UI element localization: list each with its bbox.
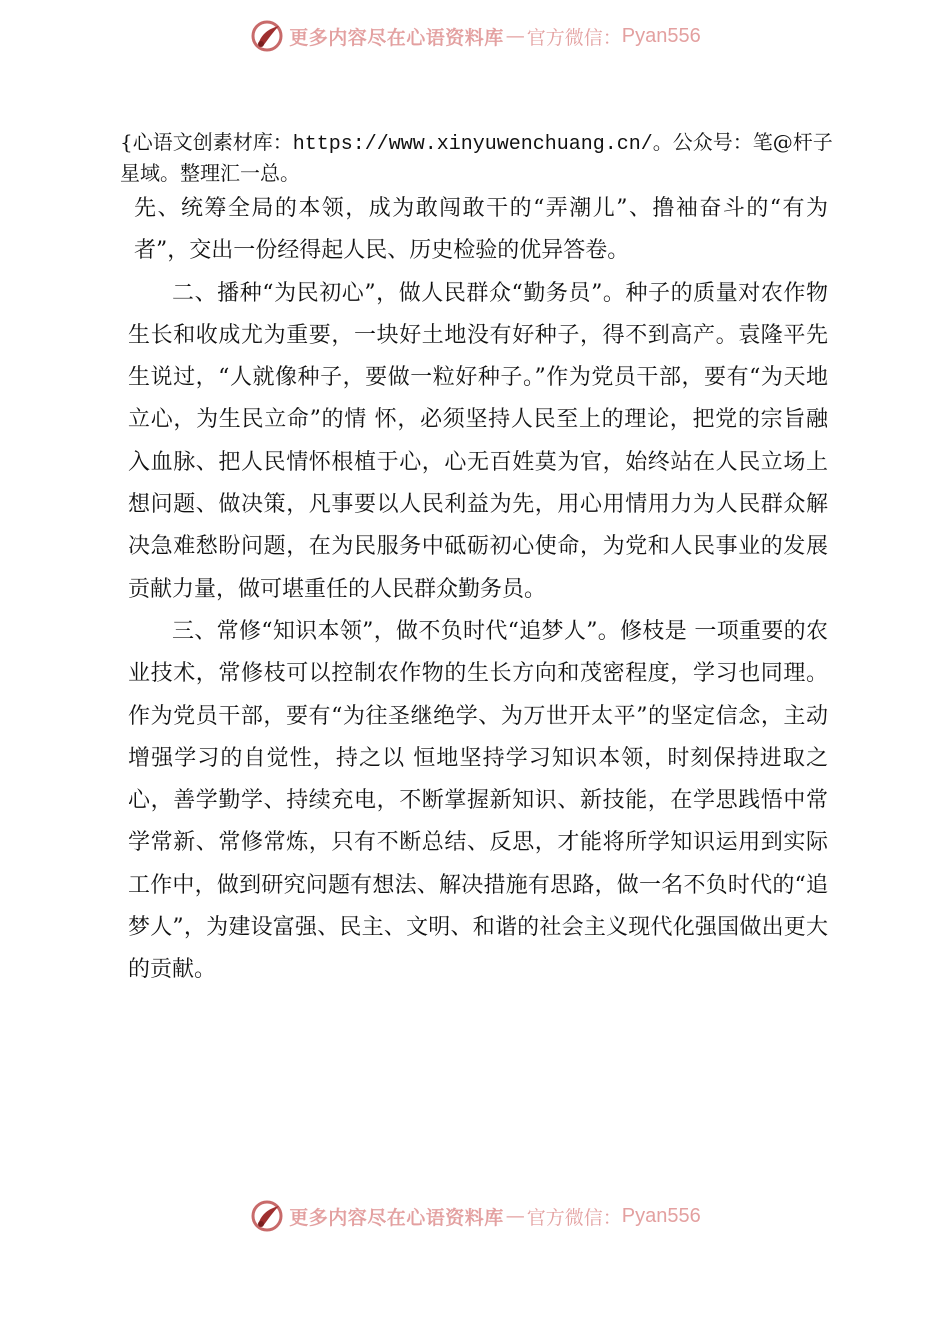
source-note-prefix: {心语文创素材库： — [120, 130, 293, 154]
paragraph-section-two: 二、播种“为民初心”，做人民群众“勤务员”。种子的质量对农作物生长和收成尤为重要，一块好土地没有好种子，得不到高产。袁隆平先生说过，“人就像种子，要做一粒好种子。”作为党员干部，要有“为天地立心，为生民立命”的情 怀，必须坚持人民至上的理论，把党的宗旨融入血脉、把人民情怀根植于心，心无百姓莫为官，始终站在人民立场上想问题、做决策，凡事要以人民利益为先，用心用情用力为人民群众解决急难愁盼问题，在为民服务中砥砺初心使命，为党和人民事业的发展贡献力量，做可堪重任的人民群众勤务员。 — [128, 280, 828, 602]
brand-logo-icon — [249, 18, 285, 54]
footer-banner — [0, 1194, 950, 1238]
banner-wechat-label: 官方微信： — [526, 1206, 622, 1229]
header-banner — [0, 14, 950, 58]
banner-separator: — — [505, 25, 525, 47]
banner-wechat-handle: Pyan556 — [621, 24, 701, 47]
banner-wechat-handle: Pyan556 — [621, 1204, 701, 1227]
source-note-suffix: 。公众号：笔@杆子星域。整理汇一总。 — [120, 130, 833, 185]
document-body — [128, 188, 828, 992]
paragraph-continuation: 先、统筹全局的本领，成为敢闯敢干的“弄潮儿”、撸袖奋斗的“有为者”，交出一份经得起人民、历史检验的优异答卷。 — [134, 196, 828, 264]
banner-text: 更多内容尽在心语资料库 — [289, 1206, 504, 1229]
brand-logo-icon — [249, 1198, 285, 1234]
source-note — [120, 128, 840, 188]
banner-wechat-label: 官方微信： — [526, 26, 622, 49]
paragraph-section-three: 三、常修“知识本领”，做不负时代“追梦人”。修枝是 一项重要的农业技术，常修枝可以控制农作物的生长方向和茂密程度，学习也同理。作为党员干部，要有“为往圣继绝学、为万世开太平”的坚定信念，主动增强学习的自觉性，持之以 恒地坚持学习知识本领，时刻保持进取之心，善学勤学、持续充电，不断掌握新知识、新技能，在学思践悟中常学常新、常修常炼，只有不断总结、反思，才能将所学知识运用到实际工作中，做到研究问题有想法、解决措施有思路，做一名不负时代的“追梦人”，为建设富强、民主、文明、和谐的社会主义现代化强国做出更大的贡献。 — [128, 618, 828, 983]
source-note-url: https://www.xinyuwenchuang.cn/ — [292, 133, 653, 156]
banner-text: 更多内容尽在心语资料库 — [289, 26, 504, 49]
banner-separator: — — [505, 1205, 525, 1227]
